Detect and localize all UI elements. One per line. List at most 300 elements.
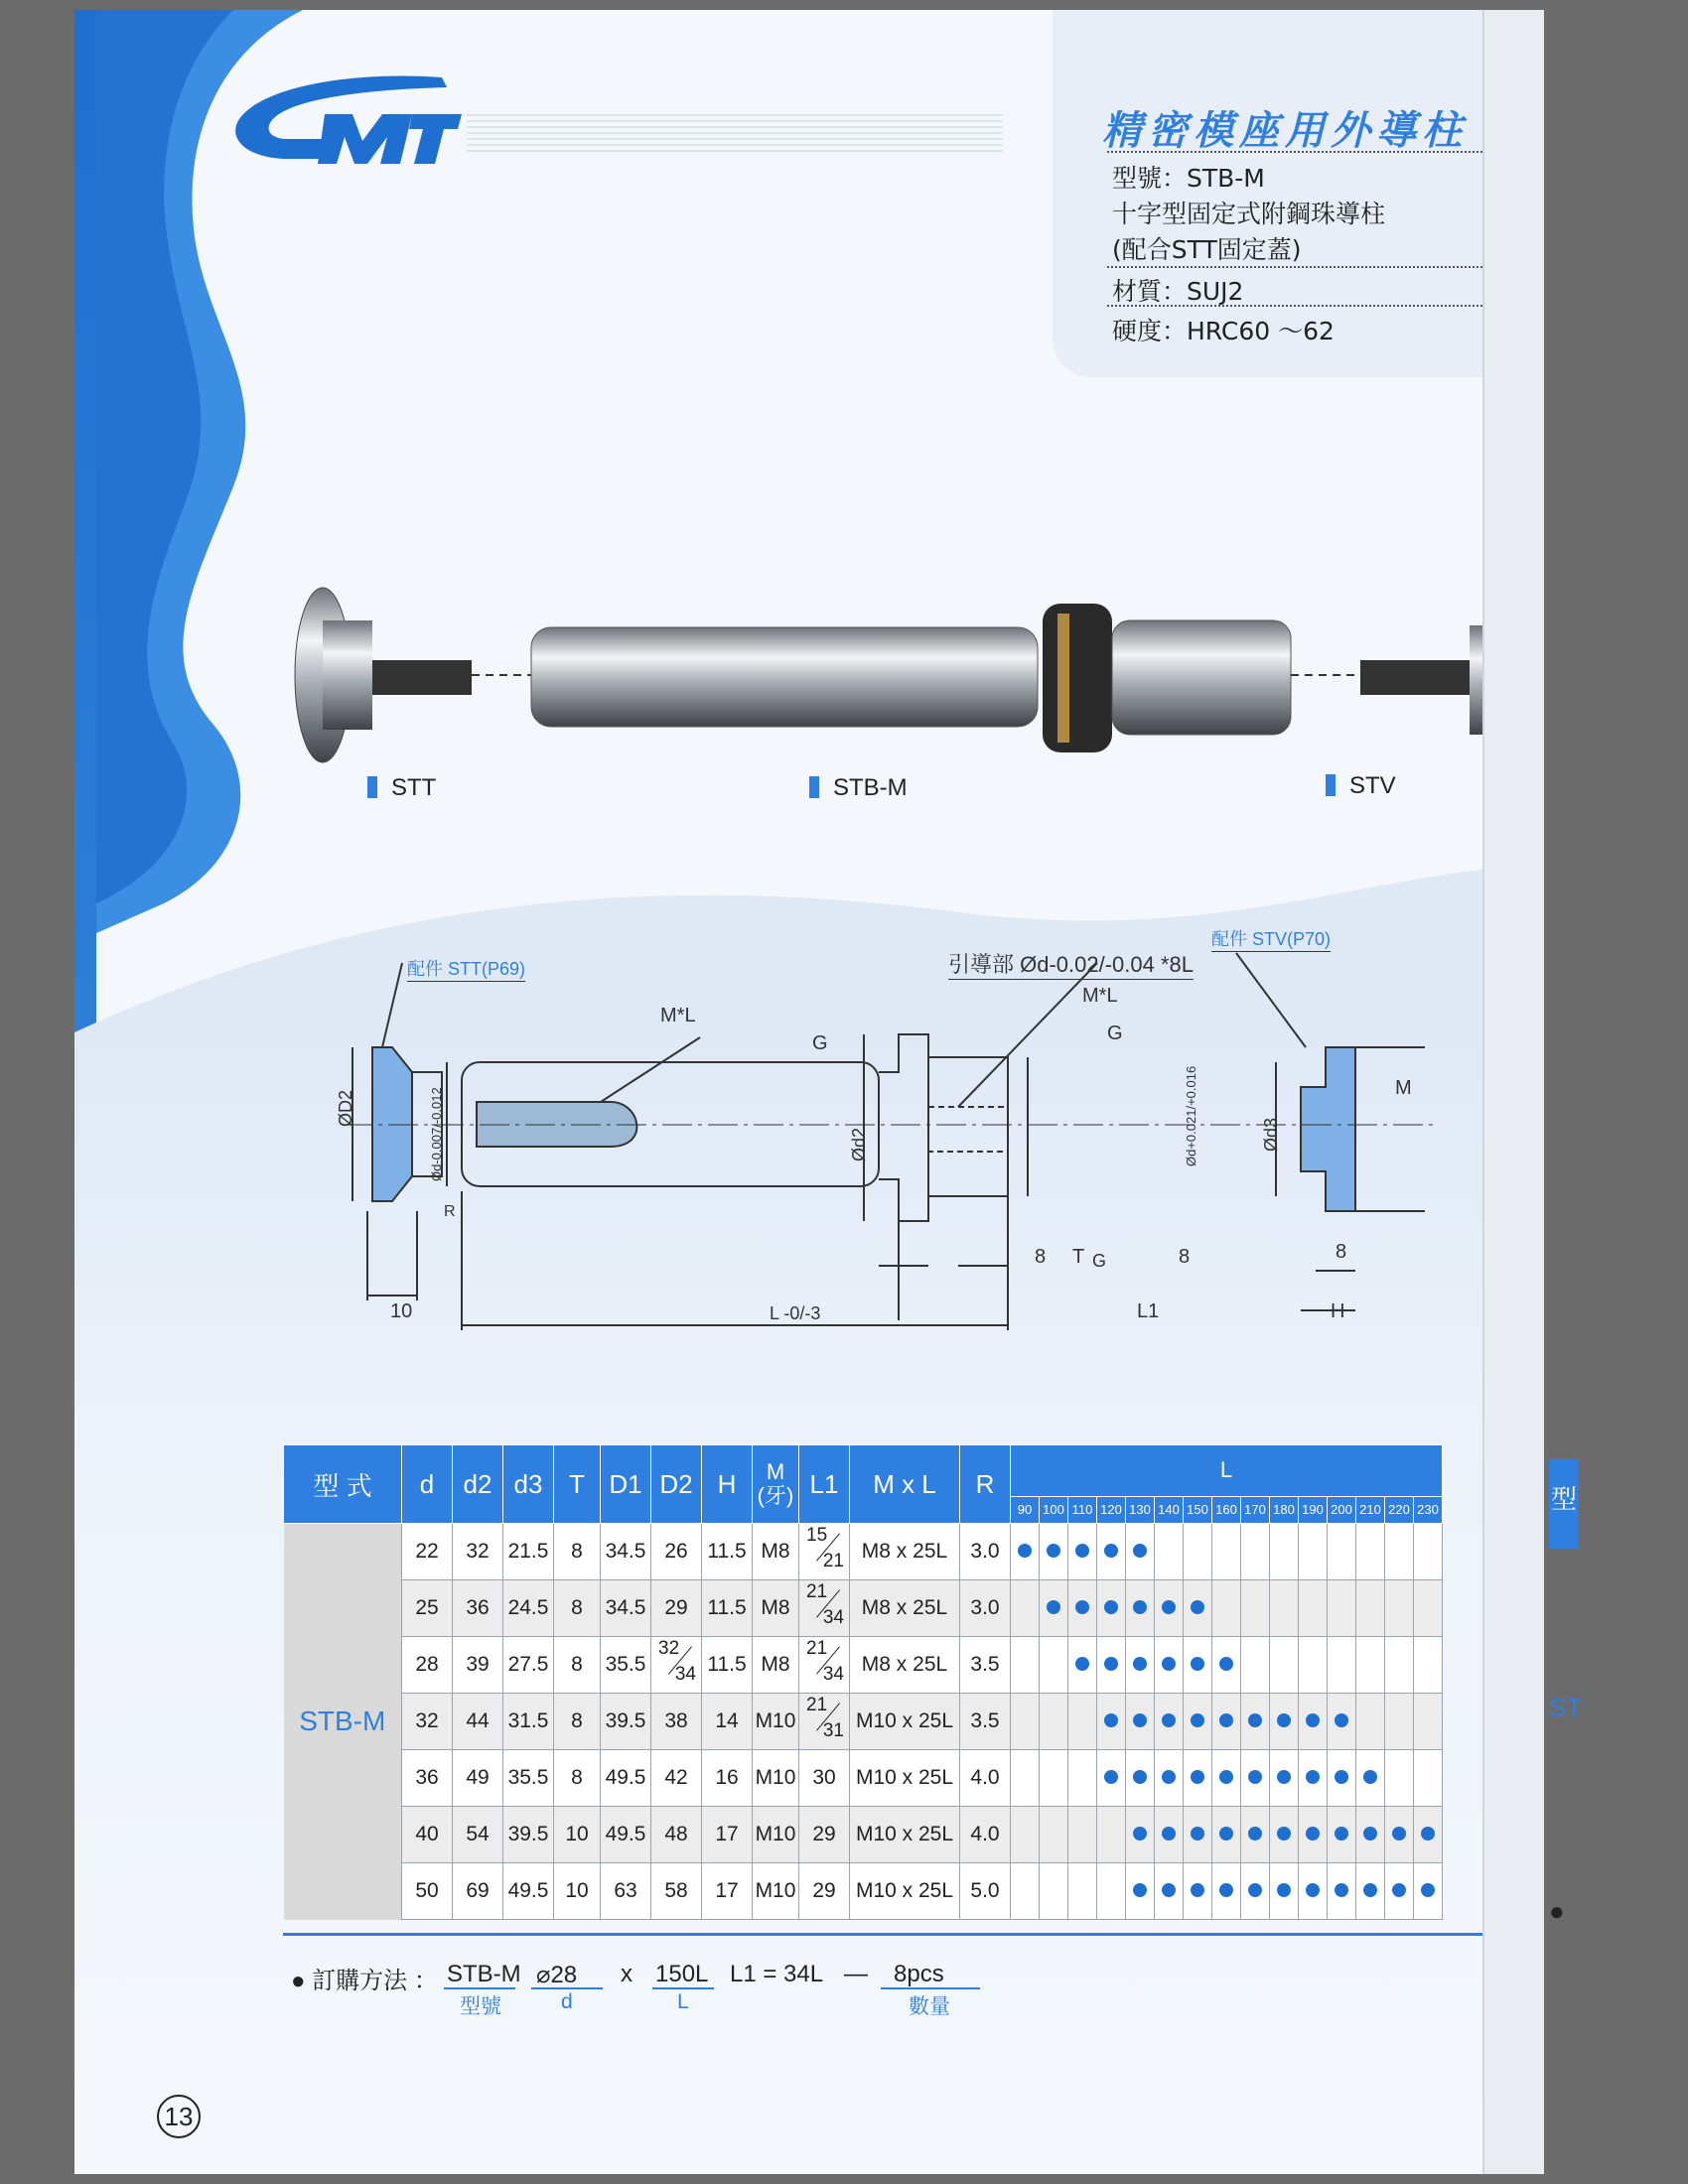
availability-cell (1328, 1750, 1356, 1807)
availability-cell (1040, 1637, 1068, 1694)
availability-cell (1328, 1524, 1356, 1580)
col-header-l1: L1 (799, 1445, 850, 1524)
col-header-d3: d3 (503, 1445, 554, 1524)
col-header-t: T (554, 1445, 601, 1524)
availability-cell (1328, 1637, 1356, 1694)
availability-cell (1184, 1580, 1212, 1637)
availability-cell (1126, 1863, 1155, 1920)
cell-d3: 31.5 (503, 1694, 554, 1750)
availability-dot (1335, 1713, 1348, 1727)
l-value-header: 110 (1068, 1496, 1097, 1523)
availability-dot (1018, 1544, 1032, 1558)
r-label: R (444, 1203, 456, 1220)
cell-d1: 35.5 (601, 1637, 651, 1694)
availability-cell (1328, 1694, 1356, 1750)
hardness-line: 硬度：HRC60 ～62 (1112, 317, 1335, 345)
availability-cell (1011, 1694, 1040, 1750)
availability-dot (1075, 1600, 1089, 1614)
availability-cell (1385, 1580, 1414, 1637)
availability-dot (1363, 1827, 1377, 1841)
cell-r: 4.0 (960, 1807, 1011, 1863)
fraction-top: 15 (806, 1525, 828, 1546)
table-row (284, 1524, 1443, 1580)
availability-cell (1328, 1580, 1356, 1637)
availability-dot (1162, 1657, 1176, 1671)
availability-dot (1363, 1770, 1377, 1784)
availability-cell (1155, 1524, 1184, 1580)
availability-dot (1219, 1827, 1233, 1841)
order-model: STB-M (447, 1961, 521, 1987)
availability-dot (1133, 1657, 1147, 1671)
col-header-d2: d2 (453, 1445, 503, 1524)
availability-cell (1068, 1580, 1097, 1637)
l-value-header: 220 (1385, 1496, 1414, 1523)
availability-cell (1126, 1580, 1155, 1637)
availability-cell (1385, 1807, 1414, 1863)
availability-dot (1277, 1827, 1291, 1841)
cell-h: 17 (702, 1807, 753, 1863)
fraction (804, 1695, 844, 1742)
availability-cell (1155, 1750, 1184, 1807)
availability-cell (1241, 1863, 1270, 1920)
m-right-label: M (1395, 1077, 1412, 1099)
fraction-bottom: 34 (822, 1664, 844, 1685)
model-cell: STB-M (284, 1524, 402, 1920)
logo-stripes (467, 114, 1003, 154)
cell-ml: M10 x 25L (850, 1807, 960, 1863)
l-value-header: 180 (1270, 1496, 1299, 1523)
fraction (804, 1525, 844, 1572)
availability-dot (1104, 1713, 1118, 1727)
cell-ml: M8 x 25L (850, 1580, 960, 1637)
table-row (284, 1750, 1443, 1807)
cell-l1: 29 (799, 1807, 850, 1863)
availability-cell (1068, 1863, 1097, 1920)
l-value-header: 200 (1328, 1496, 1356, 1523)
cell-r: 3.0 (960, 1524, 1011, 1580)
fraction (656, 1638, 696, 1686)
cell-d2: 44 (453, 1694, 503, 1750)
cell-d2-upper (651, 1637, 702, 1694)
availability-cell (1184, 1750, 1212, 1807)
cell-ml: M10 x 25L (850, 1863, 960, 1920)
availability-dot (1335, 1770, 1348, 1784)
availability-dot (1104, 1600, 1118, 1614)
col-header-h: H (702, 1445, 753, 1524)
cell-l1 (799, 1580, 850, 1637)
cell-d2: 32 (453, 1524, 503, 1580)
cell-d2: 54 (453, 1807, 503, 1863)
cell-d: 50 (402, 1863, 453, 1920)
cell-t: 8 (554, 1637, 601, 1694)
availability-dot (1248, 1827, 1262, 1841)
desc-line-1: 十字型固定式附鋼珠導柱 (1112, 200, 1386, 228)
dim-H: H (1331, 1300, 1345, 1322)
guide-label: 引導部 Ød-0.02/-0.04 *8L (948, 948, 1194, 980)
col-header-d1: D1 (601, 1445, 651, 1524)
availability-dot (1162, 1770, 1176, 1784)
cell-d2-upper: 29 (651, 1580, 702, 1637)
cell-h: 11.5 (702, 1580, 753, 1637)
availability-cell (1097, 1750, 1126, 1807)
cell-r: 5.0 (960, 1863, 1011, 1920)
availability-dot (1133, 1544, 1147, 1558)
underline-qty (881, 1987, 980, 1989)
availability-cell (1155, 1637, 1184, 1694)
label-marker (809, 776, 819, 798)
availability-dot (1306, 1827, 1320, 1841)
spec-table (283, 1444, 1443, 1920)
cell-d: 32 (402, 1694, 453, 1750)
availability-cell (1356, 1863, 1385, 1920)
availability-cell (1097, 1524, 1126, 1580)
g-mid-label: G (1092, 1251, 1107, 1271)
availability-cell (1040, 1863, 1068, 1920)
availability-cell (1068, 1637, 1097, 1694)
order-sub-d: d (561, 1990, 573, 2013)
availability-cell (1356, 1750, 1385, 1807)
cell-d: 40 (402, 1807, 453, 1863)
availability-cell (1270, 1750, 1299, 1807)
availability-cell (1385, 1524, 1414, 1580)
cell-l1: 29 (799, 1863, 850, 1920)
cell-l1 (799, 1524, 850, 1580)
l-value-header: 160 (1212, 1496, 1241, 1523)
callout-stt-text: 配件 STT(P69) (407, 959, 526, 979)
availability-dot (1133, 1827, 1147, 1841)
fraction (804, 1581, 844, 1629)
availability-cell (1270, 1863, 1299, 1920)
ml-left-label: M*L (660, 1005, 696, 1026)
order-sub-model: 型號 (460, 1995, 501, 2018)
product-photo (293, 576, 1544, 774)
availability-cell (1356, 1580, 1385, 1637)
cell-ml: M8 x 25L (850, 1637, 960, 1694)
availability-dot (1421, 1883, 1435, 1897)
col-header-m-text: M (766, 1459, 785, 1484)
availability-cell (1212, 1524, 1241, 1580)
underline-l (652, 1987, 714, 1989)
col-header-type: 型 式 (284, 1445, 402, 1524)
l-value-header: 140 (1155, 1496, 1184, 1523)
availability-cell (1414, 1807, 1443, 1863)
availability-cell (1241, 1807, 1270, 1863)
material-line: 材質：SUJ2 (1112, 277, 1244, 306)
g-left-label: G (812, 1032, 828, 1054)
fraction-bottom: 31 (822, 1720, 844, 1741)
cell-ml: M10 x 25L (850, 1750, 960, 1807)
cell-d3: 49.5 (503, 1863, 554, 1920)
availability-cell (1270, 1524, 1299, 1580)
col-header-l: L (1011, 1445, 1443, 1497)
table-header-row (284, 1445, 1443, 1497)
table-row (284, 1863, 1443, 1920)
availability-dot (1277, 1713, 1291, 1727)
cell-d3: 35.5 (503, 1750, 554, 1807)
availability-cell (1184, 1637, 1212, 1694)
dim-T: T (1072, 1246, 1085, 1268)
availability-cell (1385, 1750, 1414, 1807)
availability-cell (1155, 1580, 1184, 1637)
availability-cell (1011, 1863, 1040, 1920)
availability-cell (1356, 1637, 1385, 1694)
availability-cell (1241, 1750, 1270, 1807)
availability-cell (1270, 1694, 1299, 1750)
availability-cell (1328, 1807, 1356, 1863)
availability-dot (1248, 1883, 1262, 1897)
availability-cell (1414, 1524, 1443, 1580)
photo-label-stt (367, 774, 436, 802)
side-tab-model: ST (1549, 1693, 1583, 1722)
availability-dot (1162, 1827, 1176, 1841)
fraction-top: 21 (806, 1638, 828, 1659)
l-value-header: 150 (1184, 1496, 1212, 1523)
availability-cell (1270, 1807, 1299, 1863)
col-header-r: R (960, 1445, 1011, 1524)
availability-cell (1184, 1807, 1212, 1863)
availability-cell (1299, 1863, 1328, 1920)
availability-cell (1011, 1750, 1040, 1807)
cell-d1: 63 (601, 1863, 651, 1920)
dim-8c: 8 (1336, 1241, 1347, 1263)
availability-dot (1191, 1713, 1204, 1727)
availability-cell (1299, 1580, 1328, 1637)
fraction-top: 32 (658, 1638, 680, 1659)
photo-label-stb-m (809, 774, 908, 802)
availability-cell (1385, 1694, 1414, 1750)
availability-cell (1414, 1694, 1443, 1750)
availability-cell (1184, 1524, 1212, 1580)
availability-cell (1040, 1694, 1068, 1750)
availability-cell (1212, 1863, 1241, 1920)
availability-cell (1011, 1807, 1040, 1863)
availability-dot (1219, 1657, 1233, 1671)
side-tab-bullet: ● (1549, 1896, 1565, 1926)
cell-t: 8 (554, 1694, 601, 1750)
availability-dot (1191, 1600, 1204, 1614)
photo-label-text: STV (1349, 772, 1396, 799)
dim-8b: 8 (1179, 1246, 1191, 1268)
spec-divider (1107, 151, 1494, 153)
availability-cell (1212, 1637, 1241, 1694)
col-header-d: d (402, 1445, 453, 1524)
availability-dot (1191, 1827, 1204, 1841)
availability-cell (1299, 1694, 1328, 1750)
availability-cell (1155, 1807, 1184, 1863)
availability-cell (1097, 1863, 1126, 1920)
callout-stv-text: 配件 STV(P70) (1211, 929, 1332, 949)
order-x: x (621, 1961, 633, 1987)
availability-cell (1241, 1580, 1270, 1637)
cell-m: M10 (753, 1694, 799, 1750)
order-d: ⌀28 (536, 1962, 578, 1988)
label-marker (367, 776, 377, 798)
l-value-header: 120 (1097, 1496, 1126, 1523)
d-tol-left-label: Ød-0.007/-0.012 (429, 1087, 444, 1181)
label-marker (1326, 774, 1336, 796)
table-row (284, 1694, 1443, 1750)
d2-left-label: ØD2 (336, 1089, 355, 1127)
availability-dot (1219, 1883, 1233, 1897)
cell-d2-upper: 42 (651, 1750, 702, 1807)
fraction-top: 21 (806, 1581, 828, 1602)
availability-cell (1299, 1524, 1328, 1580)
cell-d1: 34.5 (601, 1524, 651, 1580)
availability-cell (1068, 1694, 1097, 1750)
cell-m: M10 (753, 1863, 799, 1920)
cell-d2: 49 (453, 1750, 503, 1807)
availability-cell (1040, 1807, 1068, 1863)
order-sub-qty: 數量 (909, 1995, 950, 2018)
spec-table-body (284, 1524, 1443, 1920)
cell-d3: 24.5 (503, 1580, 554, 1637)
availability-cell (1126, 1807, 1155, 1863)
product-title: 精密模座用外導柱 (1102, 108, 1468, 154)
dim-10: 10 (390, 1300, 413, 1322)
cell-d: 22 (402, 1524, 453, 1580)
fraction-bottom: 34 (674, 1664, 696, 1685)
cell-m: M8 (753, 1524, 799, 1580)
callout-stt (407, 955, 525, 982)
gmt-logo (213, 69, 462, 179)
availability-cell (1011, 1524, 1040, 1580)
page-number: 13 (157, 2095, 201, 2138)
cell-d2: 39 (453, 1637, 503, 1694)
availability-dot (1047, 1600, 1060, 1614)
availability-dot (1133, 1770, 1147, 1784)
ml-right-label: M*L (1082, 985, 1118, 1007)
cell-d3: 21.5 (503, 1524, 554, 1580)
underline-d (531, 1987, 603, 1989)
availability-dot (1162, 1883, 1176, 1897)
photo-label-text: STT (391, 774, 437, 801)
cell-r: 3.0 (960, 1580, 1011, 1637)
availability-dot (1219, 1770, 1233, 1784)
cell-d1: 34.5 (601, 1580, 651, 1637)
availability-cell (1184, 1863, 1212, 1920)
cell-h: 16 (702, 1750, 753, 1807)
availability-cell (1068, 1807, 1097, 1863)
availability-cell (1097, 1807, 1126, 1863)
availability-cell (1212, 1807, 1241, 1863)
cell-ml: M8 x 25L (850, 1524, 960, 1580)
cell-h: 11.5 (702, 1524, 753, 1580)
cell-d1: 49.5 (601, 1807, 651, 1863)
availability-dot (1047, 1544, 1060, 1558)
l-value-header: 230 (1414, 1496, 1443, 1523)
availability-cell (1385, 1637, 1414, 1694)
cell-d3: 39.5 (503, 1807, 554, 1863)
fraction-top: 21 (806, 1695, 828, 1715)
cell-d: 36 (402, 1750, 453, 1807)
spec-divider (1107, 305, 1494, 307)
cell-m: M10 (753, 1807, 799, 1863)
cell-d2: 69 (453, 1863, 503, 1920)
col-header-d2-upper: D2 (651, 1445, 702, 1524)
l-value-header: 210 (1356, 1496, 1385, 1523)
availability-cell (1328, 1863, 1356, 1920)
cell-d2-upper: 48 (651, 1807, 702, 1863)
catalog-page (74, 10, 1544, 2174)
availability-cell (1068, 1524, 1097, 1580)
availability-cell (1011, 1580, 1040, 1637)
cell-d: 25 (402, 1580, 453, 1637)
availability-cell (1414, 1750, 1443, 1807)
availability-cell (1068, 1750, 1097, 1807)
cell-t: 10 (554, 1807, 601, 1863)
availability-cell (1356, 1807, 1385, 1863)
availability-cell (1414, 1580, 1443, 1637)
availability-dot (1104, 1544, 1118, 1558)
d3-label: Ød3 (1261, 1117, 1281, 1152)
table-bottom-rule (283, 1933, 1530, 1936)
availability-cell (1212, 1750, 1241, 1807)
dim-L1: L1 (1137, 1300, 1160, 1322)
availability-cell (1270, 1637, 1299, 1694)
availability-dot (1191, 1770, 1204, 1784)
availability-cell (1414, 1637, 1443, 1694)
availability-cell (1356, 1694, 1385, 1750)
availability-dot (1392, 1883, 1406, 1897)
cell-l1 (799, 1637, 850, 1694)
fraction (804, 1638, 844, 1686)
order-dash: — (844, 1961, 868, 1987)
availability-dot (1104, 1770, 1118, 1784)
l-value-header: 100 (1040, 1496, 1068, 1523)
availability-dot (1075, 1657, 1089, 1671)
photo-label-stv (1326, 772, 1396, 800)
cell-m: M10 (753, 1750, 799, 1807)
cell-m: M8 (753, 1637, 799, 1694)
desc-line-2: (配合STT固定蓋) (1112, 235, 1302, 264)
availability-dot (1075, 1544, 1089, 1558)
availability-cell (1155, 1863, 1184, 1920)
availability-cell (1299, 1750, 1328, 1807)
availability-cell (1212, 1580, 1241, 1637)
availability-dot (1248, 1713, 1262, 1727)
fraction-bottom: 21 (822, 1551, 844, 1571)
cell-t: 8 (554, 1580, 601, 1637)
availability-dot (1306, 1883, 1320, 1897)
cell-r: 3.5 (960, 1637, 1011, 1694)
photo-label-text: STB-M (833, 774, 908, 801)
availability-dot (1104, 1657, 1118, 1671)
cell-m: M8 (753, 1580, 799, 1637)
availability-dot (1133, 1713, 1147, 1727)
availability-cell (1040, 1524, 1068, 1580)
availability-dot (1363, 1883, 1377, 1897)
availability-dot (1392, 1827, 1406, 1841)
cell-h: 14 (702, 1694, 753, 1750)
order-l: 150L (655, 1961, 709, 1987)
cell-h: 11.5 (702, 1637, 753, 1694)
availability-cell (1184, 1694, 1212, 1750)
spec-divider (1107, 266, 1494, 268)
cell-r: 4.0 (960, 1750, 1011, 1807)
next-page-edge (1482, 10, 1544, 2174)
availability-cell (1040, 1580, 1068, 1637)
cell-d1: 49.5 (601, 1750, 651, 1807)
dim-L: L -0/-3 (770, 1303, 821, 1323)
availability-cell (1385, 1863, 1414, 1920)
availability-dot (1191, 1657, 1204, 1671)
technical-drawing (323, 923, 1475, 1370)
availability-dot (1421, 1827, 1435, 1841)
availability-dot (1133, 1600, 1147, 1614)
cell-t: 8 (554, 1524, 601, 1580)
availability-cell (1241, 1524, 1270, 1580)
cell-d2-upper: 26 (651, 1524, 702, 1580)
